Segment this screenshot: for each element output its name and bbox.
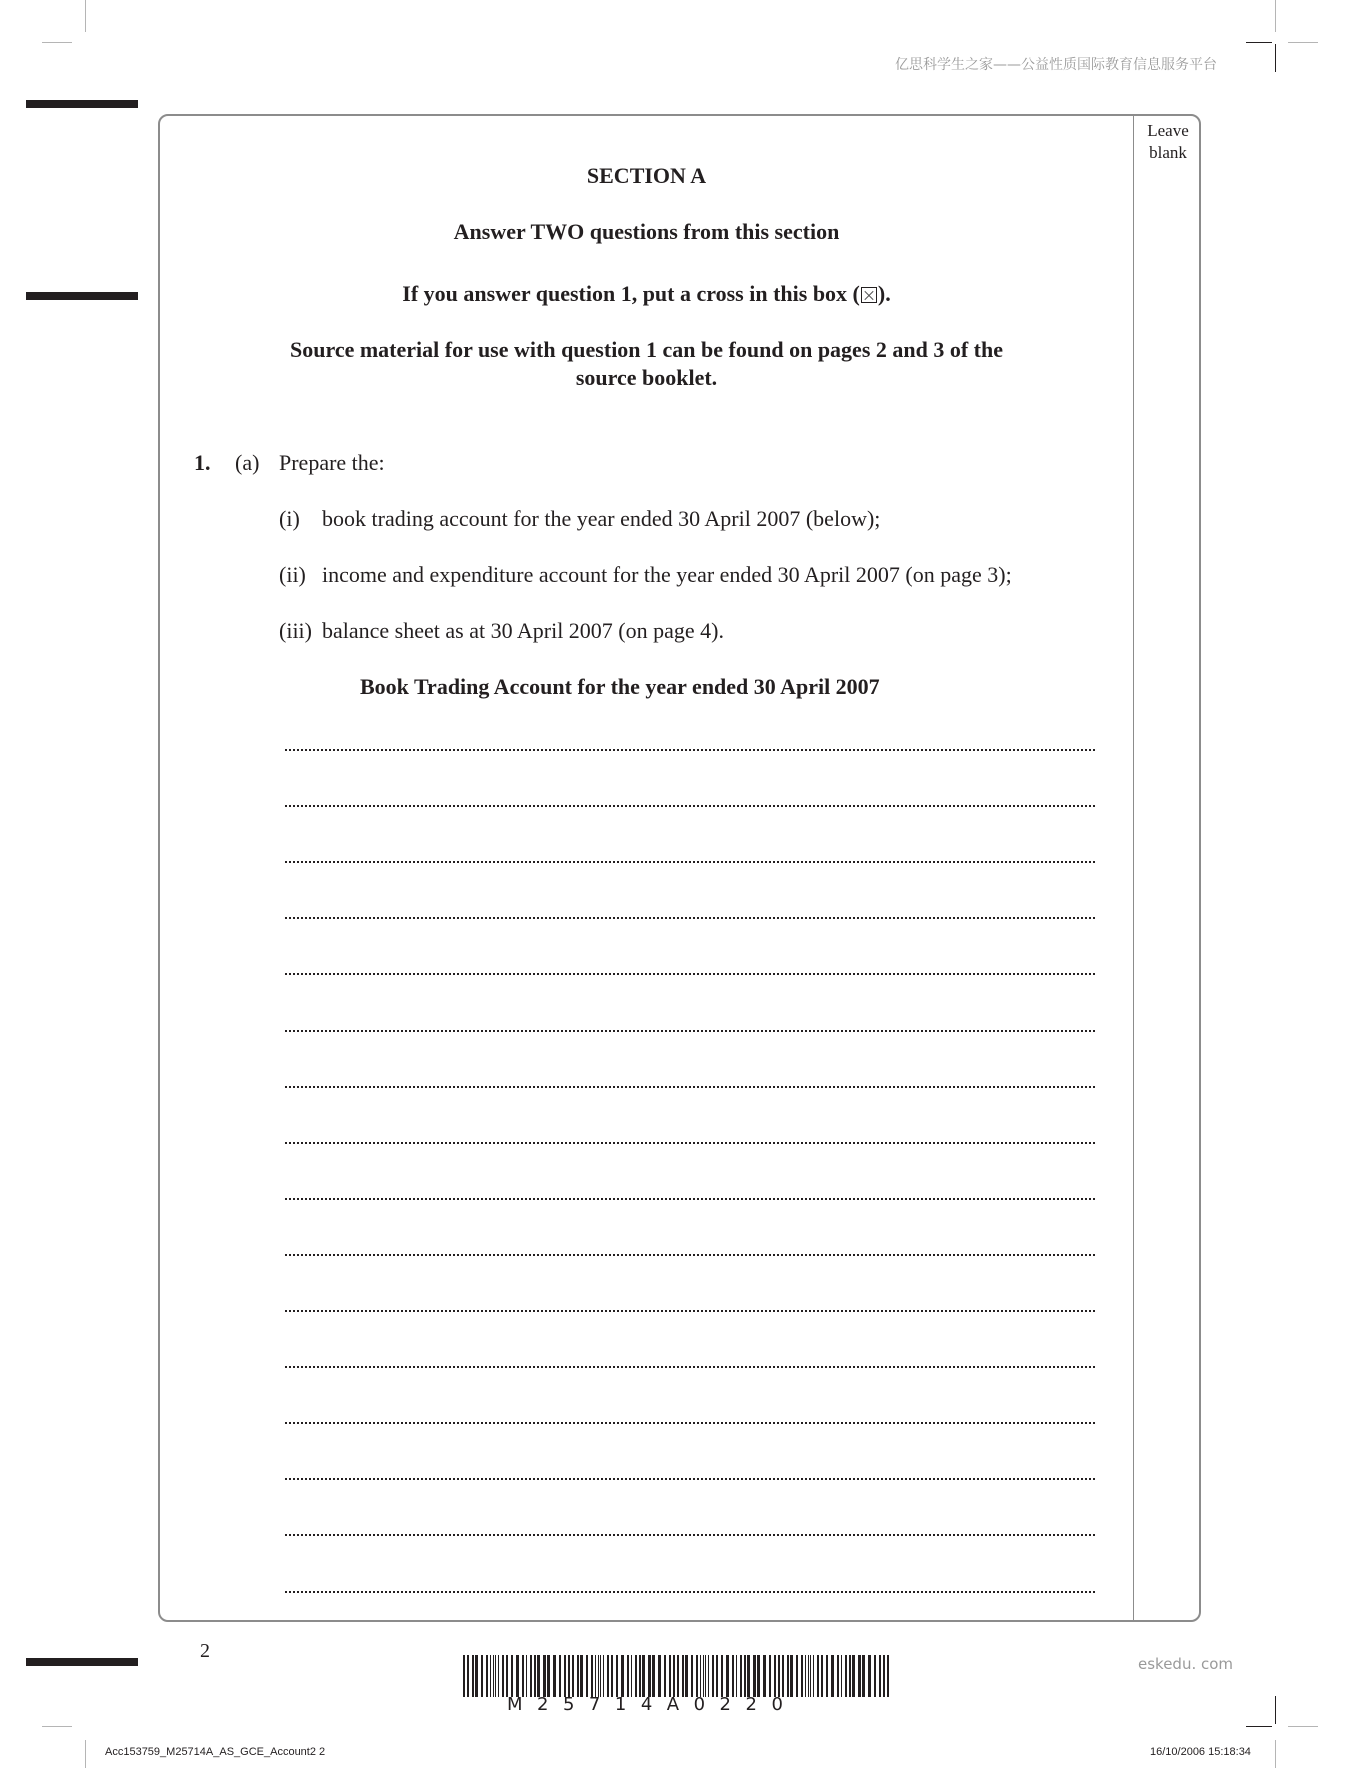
- barcode-bar: [490, 1655, 491, 1697]
- barcode-bar: [774, 1655, 776, 1697]
- answer-line[interactable]: [285, 1534, 1095, 1536]
- barcode-bar: [726, 1655, 729, 1697]
- answer-line[interactable]: [285, 1198, 1095, 1200]
- barcode-bar: [887, 1655, 889, 1697]
- barcode-bar: [790, 1655, 793, 1697]
- answer-line[interactable]: [285, 1142, 1095, 1144]
- answer-line[interactable]: [285, 973, 1095, 975]
- barcode-bar: [463, 1655, 465, 1697]
- answer-line[interactable]: [285, 1086, 1095, 1088]
- barcode-bar: [682, 1655, 684, 1697]
- crop-mark: [1275, 0, 1276, 32]
- barcode-bar: [498, 1655, 499, 1697]
- crop-mark: [85, 1740, 86, 1768]
- barcode-bar: [691, 1655, 693, 1697]
- answer-line[interactable]: [285, 861, 1095, 863]
- barcode-bar: [740, 1655, 742, 1697]
- barcode-bar: [879, 1655, 881, 1697]
- barcode-bar: [526, 1655, 527, 1697]
- barcode-bar: [787, 1655, 789, 1697]
- barcode: [463, 1655, 895, 1697]
- barcode-bar: [502, 1655, 504, 1697]
- cross-instruction-end: ).: [877, 281, 891, 306]
- barcode-bar: [796, 1655, 798, 1697]
- barcode-bar: [486, 1655, 488, 1697]
- barcode-bar: [868, 1655, 871, 1697]
- barcode-bar: [685, 1655, 688, 1697]
- barcode-bar: [753, 1655, 756, 1697]
- crop-mark: [42, 1726, 72, 1727]
- barcode-bar: [782, 1655, 784, 1697]
- crop-mark: [1246, 42, 1272, 43]
- barcode-bar: [677, 1655, 679, 1697]
- barcode-bar: [600, 1655, 601, 1697]
- barcode-bar: [530, 1655, 532, 1697]
- sub-item-label: (i): [279, 506, 300, 531]
- barcode-bar: [852, 1655, 855, 1697]
- file-reference: Acc153759_M25714A_AS_GCE_Account2 2: [105, 1746, 326, 1758]
- crop-mark: [1246, 1726, 1272, 1727]
- barcode-bar: [621, 1655, 624, 1697]
- barcode-bar: [603, 1655, 604, 1697]
- barcode-bar: [817, 1655, 819, 1697]
- question-number: 1.: [194, 450, 211, 475]
- answer-line[interactable]: [285, 1422, 1095, 1424]
- barcode-bar: [635, 1655, 637, 1697]
- barcode-bar: [763, 1655, 766, 1697]
- barcode-bar: [696, 1655, 698, 1697]
- barcode-bar: [658, 1655, 661, 1697]
- barcode-bar: [858, 1655, 861, 1697]
- source-note-line2: source booklet.: [575, 365, 718, 390]
- cross-box[interactable]: [861, 287, 877, 303]
- barcode-bar: [493, 1655, 494, 1697]
- barcode-bar: [801, 1655, 803, 1697]
- source-note-line1: Source material for use with question 1 can be found on pages 2 and 3 of the: [289, 337, 1003, 362]
- barcode-bar: [831, 1655, 834, 1697]
- section-title: SECTION A: [586, 163, 707, 188]
- answer-line[interactable]: [285, 1254, 1095, 1256]
- site-watermark: eskedu. com: [1138, 1655, 1234, 1673]
- barcode-bar: [813, 1655, 814, 1697]
- leave-blank-divider: [1133, 115, 1134, 1621]
- sub-item-label: (ii): [279, 562, 306, 587]
- barcode-text: M25714A0220: [507, 1694, 798, 1715]
- barcode-bar: [652, 1655, 655, 1697]
- crop-mark: [1288, 1726, 1318, 1727]
- barcode-bar: [553, 1655, 556, 1697]
- sub-item-text: income and expenditure account for the year ended 30 April 2007 (on page 3);: [322, 562, 1012, 587]
- barcode-bar: [475, 1655, 478, 1697]
- barcode-bar: [810, 1655, 811, 1697]
- barcode-bar: [534, 1655, 536, 1697]
- barcode-bar: [778, 1655, 780, 1697]
- barcode-bar: [703, 1655, 704, 1697]
- barcode-bar: [862, 1655, 865, 1697]
- cross-instruction-text: If you answer question 1, put a cross in this box (: [402, 281, 860, 306]
- barcode-bar: [547, 1655, 550, 1697]
- account-heading: Book Trading Account for the year ended 30 April 2007: [360, 674, 880, 699]
- crop-mark: [42, 42, 72, 43]
- barcode-bar: [732, 1655, 734, 1697]
- barcode-bar: [537, 1655, 540, 1697]
- barcode-bar: [506, 1655, 508, 1697]
- barcode-bar: [841, 1655, 842, 1697]
- barcode-bar: [607, 1655, 609, 1697]
- barcode-bar: [568, 1655, 570, 1697]
- barcode-bar: [712, 1655, 714, 1697]
- barcode-bar: [705, 1655, 706, 1697]
- crop-mark: [1288, 42, 1318, 43]
- answer-line[interactable]: [285, 1478, 1095, 1480]
- crop-mark: [1275, 1696, 1276, 1724]
- barcode-bar: [580, 1655, 583, 1697]
- barcode-bar: [837, 1655, 839, 1697]
- barcode-bar: [757, 1655, 760, 1697]
- barcode-bar: [481, 1655, 483, 1697]
- sub-item-text: book trading account for the year ended 30 April 2007 (below);: [322, 506, 881, 531]
- barcode-bar: [598, 1655, 599, 1697]
- margin-bar: [26, 1658, 138, 1666]
- answer-line[interactable]: [285, 1366, 1095, 1368]
- barcode-bar: [849, 1655, 851, 1697]
- barcode-bar: [669, 1655, 671, 1697]
- barcode-bar: [805, 1655, 806, 1697]
- barcode-bar: [631, 1655, 632, 1697]
- barcode-bar: [883, 1655, 885, 1697]
- barcode-bar: [845, 1655, 847, 1697]
- barcode-bar: [808, 1655, 809, 1697]
- barcode-bar: [564, 1655, 566, 1697]
- leave-blank-label: Leave blank: [1147, 121, 1189, 162]
- barcode-bar: [721, 1655, 723, 1697]
- question-prompt: Prepare the:: [279, 450, 385, 475]
- barcode-bar: [516, 1655, 519, 1697]
- barcode-bar: [673, 1655, 675, 1697]
- crop-mark: [1275, 44, 1276, 72]
- barcode-bar: [495, 1655, 496, 1697]
- barcode-bar: [616, 1655, 618, 1697]
- barcode-bar: [736, 1655, 737, 1697]
- sub-item-label: (iii): [279, 618, 312, 643]
- barcode-bar: [648, 1655, 651, 1697]
- barcode-bar: [559, 1655, 561, 1697]
- answer-line[interactable]: [285, 1310, 1095, 1312]
- barcode-bar: [591, 1655, 593, 1697]
- barcode-bar: [472, 1655, 474, 1697]
- barcode-bar: [611, 1655, 613, 1697]
- barcode-bar: [543, 1655, 546, 1697]
- question-part: (a): [235, 450, 260, 475]
- answer-line[interactable]: [285, 749, 1095, 751]
- answer-line[interactable]: [285, 805, 1095, 807]
- sub-item-text: balance sheet as at 30 April 2007 (on page 4).: [322, 618, 724, 643]
- barcode-bar: [586, 1655, 588, 1697]
- barcode-bar: [747, 1655, 750, 1697]
- margin-bar: [26, 292, 138, 300]
- header-watermark: 亿思科学生之家——公益性质国际教育信息服务平台: [895, 57, 1217, 73]
- barcode-bar: [511, 1655, 513, 1697]
- barcode-bar: [639, 1655, 641, 1697]
- barcode-bar: [467, 1655, 469, 1697]
- barcode-bar: [642, 1655, 645, 1697]
- barcode-bar: [577, 1655, 579, 1697]
- barcode-bar: [769, 1655, 771, 1697]
- barcode-bar: [821, 1655, 823, 1697]
- barcode-bar: [572, 1655, 574, 1697]
- barcode-bar: [595, 1655, 596, 1697]
- section-instruction: Answer TWO questions from this section: [453, 219, 840, 244]
- barcode-bar: [627, 1655, 629, 1697]
- barcode-bar: [826, 1655, 828, 1697]
- barcode-bar: [744, 1655, 746, 1697]
- barcode-bar: [700, 1655, 701, 1697]
- answer-line[interactable]: [285, 1030, 1095, 1032]
- answer-line[interactable]: [285, 917, 1095, 919]
- barcode-bar: [664, 1655, 666, 1697]
- barcode-bar: [874, 1655, 876, 1697]
- barcode-bar: [708, 1655, 709, 1697]
- barcode-bar: [716, 1655, 718, 1697]
- print-datetime: 16/10/2006 15:18:34: [1150, 1746, 1251, 1758]
- answer-line[interactable]: [285, 1591, 1095, 1593]
- crop-mark: [85, 0, 86, 32]
- barcode-bar: [522, 1655, 524, 1697]
- margin-bar: [26, 100, 138, 108]
- cross-box-instruction: [160, 281, 1133, 307]
- crop-mark: [1275, 1740, 1276, 1768]
- page-number: 2: [200, 1640, 210, 1662]
